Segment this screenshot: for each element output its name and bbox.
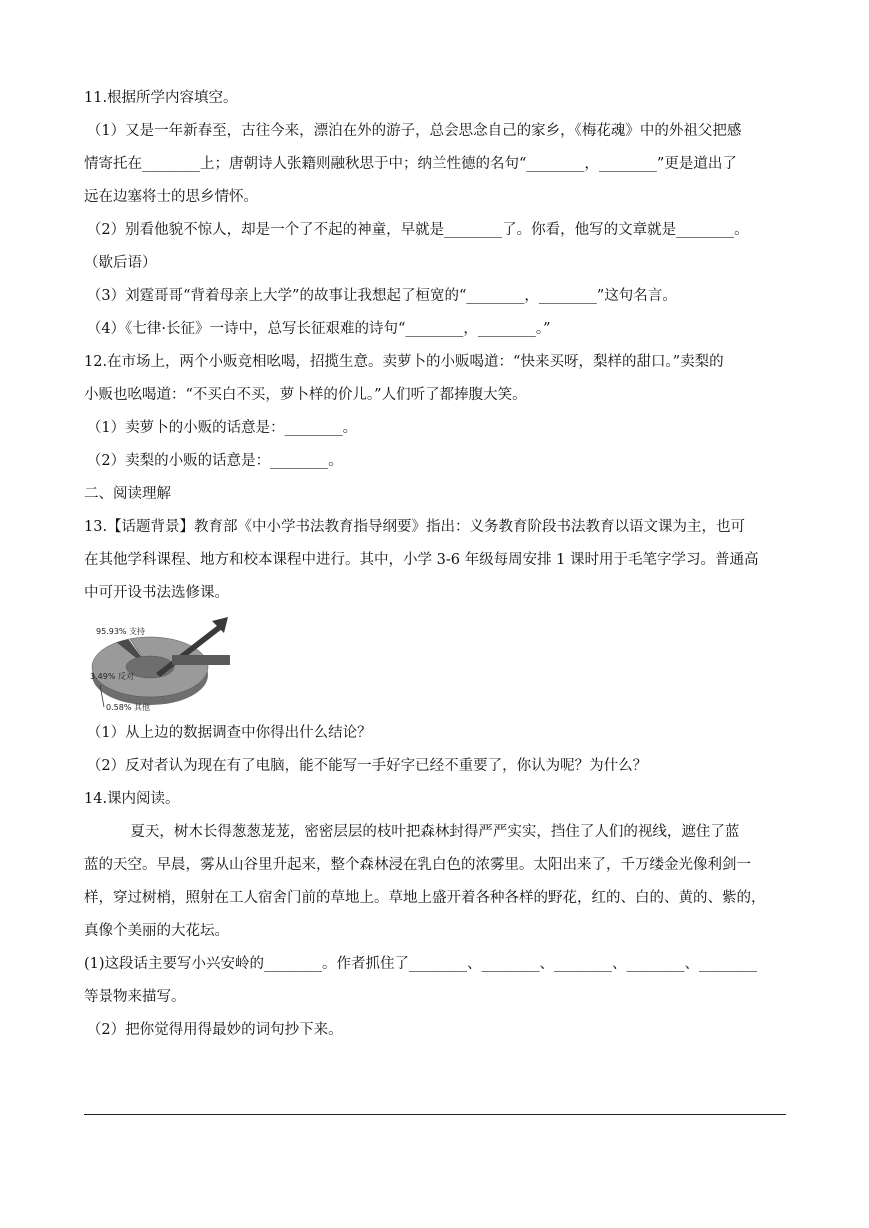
q14-part2: （2）把你觉得用得最妙的词句抄下来。 (86, 1022, 343, 1038)
q14-heading: 14.课内阅读。 (84, 791, 180, 807)
q11-part2-line2: （歇后语） (84, 255, 157, 271)
q13-line2: 在其他学科课程、地方和校本课程中进行。其中，小学 3-6 年级每周安排 1 课时用于毛笔字学习。普通高 (84, 552, 759, 568)
q14-passage-line4: 真像个美丽的大花坛。 (84, 923, 229, 939)
survey-donut-chart (86, 615, 236, 715)
chart-label-support: 95.93% 支持 (96, 627, 146, 636)
q11-part3: （3）刘霆哥哥“背着母亲上大学”的故事让我想起了桓宽的“________，________”这句名言。 (86, 288, 677, 304)
q11-part2-line1: （2）别看他貌不惊人，却是一个了不起的神童，早就是________了。你看，他写的文章就是________。 (86, 222, 749, 238)
q12-line1: 12.在市场上，两个小贩竞相吆喝，招揽生意。卖萝卜的小贩喝道：“快来买呀，梨样的甜口。”卖梨的 (84, 354, 724, 370)
q11-part4: （4）《七律·长征》一诗中，总写长征艰难的诗句“________，________。” (86, 321, 551, 337)
chart-label-oppose: 3.49% 反对 (90, 672, 134, 681)
q14-passage-line1: 夏天，树木长得葱葱茏茏，密密层层的枝叶把森林封得严严实实，挡住了人们的视线，遮住了蓝 (130, 824, 740, 840)
q11-part1-line3: 远在边塞将士的思乡情怀。 (84, 189, 258, 205)
q12-line2: 小贩也吆喝道：“不买白不买，萝卜样的价儿。”人们听了都捧腹大笑。 (84, 387, 527, 403)
q14-passage-line3: 样，穿过树梢，照射在工人宿舍门前的草地上。草地上盛开着各种各样的野花，红的、白的、黄的、紫的， (84, 890, 766, 906)
q13-line3: 中可开设书法选修课。 (84, 585, 229, 601)
q13-part2: （2）反对者认为现在有了电脑，能不能写一手好字已经不重要了，你认为呢？为什么？ (86, 758, 648, 774)
chart-label-other: 0.58% 其他 (106, 703, 150, 712)
worksheet-page (84, 88, 786, 1040)
q14-part1-line1: (1)这段话主要写小兴安岭的________。作者抓住了________、________、________、________、________ (84, 956, 758, 972)
q11-heading: 11.根据所学内容填空。 (84, 90, 238, 106)
q13-line1: 13.【话题背景】教育部《中小学书法教育指导纲要》指出：义务教育阶段书法教育以语文课为主，也可 (84, 519, 746, 535)
q12-part2: （2）卖梨的小贩的话意是：________。 (86, 453, 343, 469)
q13-part1: （1）从上边的数据调查中你得出什么结论？ (86, 725, 372, 741)
section-heading-reading: 二、阅读理解 (84, 486, 171, 502)
q14-passage-line2: 蓝的天空。早晨，雾从山谷里升起来，整个森林浸在乳白色的浓雾里。太阳出来了，千万缕金光像利剑一 (84, 857, 751, 873)
q12-part1: （1）卖萝卜的小贩的话意是：________。 (86, 420, 358, 436)
q11-part1-line2: 情寄托在________上；唐朝诗人张籍则融秋思于中；纳兰性德的名句“________，________”更是道出了 (84, 156, 737, 172)
q11-part1-line1: （1）又是一年新春至，古往今来，漂泊在外的游子，总会思念自己的家乡，《梅花魂》中的外祖父把感 (86, 123, 742, 139)
q14-part1-line2: 等景物来描写。 (84, 989, 186, 1005)
answer-line (84, 1114, 786, 1115)
chart-bar-decoration (172, 655, 230, 665)
